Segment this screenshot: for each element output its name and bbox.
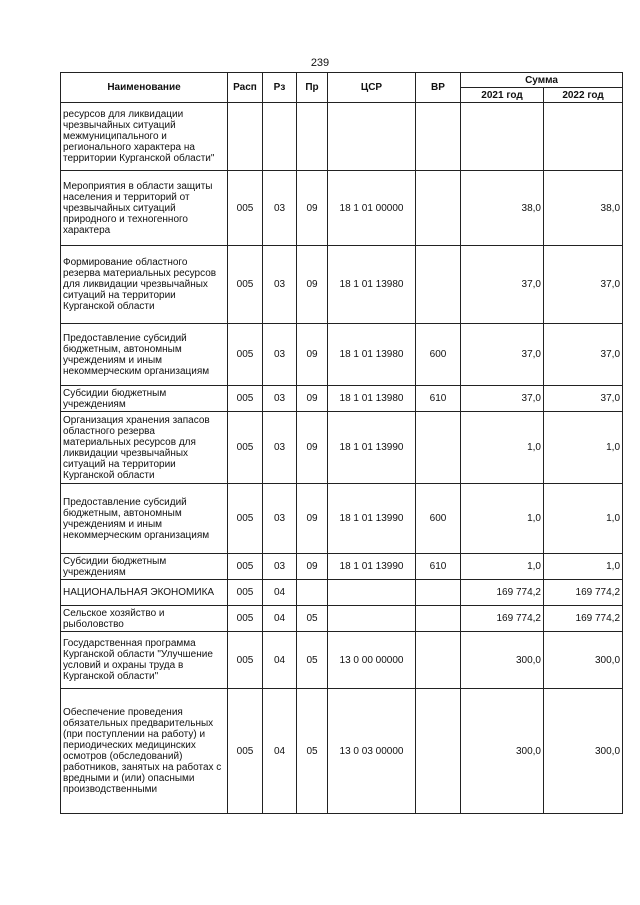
table-row <box>61 689 623 814</box>
table-row <box>61 554 623 580</box>
header-row <box>61 73 623 88</box>
cell-pr: 09 <box>297 171 328 246</box>
cell-csr: 18 1 01 13990 <box>328 554 416 580</box>
cell-name: Предоставление субсидий бюджетным, автономным учреждениям и иным некоммерческим организациям <box>61 324 228 386</box>
cell-vr <box>416 171 461 246</box>
cell-vr <box>416 412 461 484</box>
page-number: 239 <box>310 57 330 69</box>
cell-rz: 04 <box>263 632 297 689</box>
col-rz-header: Рз <box>263 73 297 103</box>
cell-2022: 1,0 <box>544 554 623 580</box>
cell-rz: 03 <box>263 412 297 484</box>
cell-vr <box>416 606 461 632</box>
cell-vr <box>416 632 461 689</box>
cell-name: Предоставление субсидий бюджетным, автономным учреждениям и иным некоммерческим организациям <box>61 484 228 554</box>
cell-2022: 38,0 <box>544 171 623 246</box>
cell-pr <box>297 580 328 606</box>
cell-pr: 09 <box>297 554 328 580</box>
cell-rasp: 005 <box>228 689 263 814</box>
cell-2021: 38,0 <box>461 171 544 246</box>
cell-2021: 300,0 <box>461 689 544 814</box>
cell-csr: 18 1 01 13990 <box>328 412 416 484</box>
cell-csr: 18 1 01 13980 <box>328 246 416 324</box>
cell-rz: 04 <box>263 606 297 632</box>
cell-rasp <box>228 103 263 171</box>
cell-name: Субсидии бюджетным учреждениям <box>61 386 228 412</box>
cell-2021: 37,0 <box>461 386 544 412</box>
cell-name: НАЦИОНАЛЬНАЯ ЭКОНОМИКА <box>61 580 228 606</box>
cell-name: Обеспечение проведения обязательных предварительных (при поступлении на работу) и периодических медицинских осмотров (обследований) работников, занятых на работах с вредными и (или) опасными производственными <box>61 689 228 814</box>
cell-rasp: 005 <box>228 171 263 246</box>
cell-pr: 09 <box>297 324 328 386</box>
col-name-header: Наименование <box>61 73 228 103</box>
cell-2021: 169 774,2 <box>461 606 544 632</box>
cell-pr: 05 <box>297 606 328 632</box>
col-vr-header: ВР <box>416 73 461 103</box>
cell-pr: 09 <box>297 412 328 484</box>
cell-csr: 18 1 01 13980 <box>328 324 416 386</box>
cell-2022 <box>544 103 623 171</box>
cell-2022: 37,0 <box>544 246 623 324</box>
table-row <box>61 580 623 606</box>
cell-rasp: 005 <box>228 484 263 554</box>
cell-2021: 1,0 <box>461 484 544 554</box>
cell-csr <box>328 580 416 606</box>
cell-2021: 37,0 <box>461 324 544 386</box>
cell-pr: 09 <box>297 246 328 324</box>
table-body <box>61 103 623 814</box>
cell-rz: 03 <box>263 386 297 412</box>
cell-vr: 600 <box>416 324 461 386</box>
cell-2022: 1,0 <box>544 412 623 484</box>
cell-pr: 05 <box>297 689 328 814</box>
cell-name: Государственная программа Курганской области "Улучшение условий и охраны труда в Курганской области" <box>61 632 228 689</box>
cell-pr: 09 <box>297 386 328 412</box>
cell-2021: 37,0 <box>461 246 544 324</box>
cell-2022: 37,0 <box>544 386 623 412</box>
col-2022-header: 2022 год <box>544 88 623 103</box>
cell-csr <box>328 606 416 632</box>
cell-rasp: 005 <box>228 606 263 632</box>
cell-2021: 169 774,2 <box>461 580 544 606</box>
cell-rz: 04 <box>263 689 297 814</box>
table-row <box>61 412 623 484</box>
cell-2021: 1,0 <box>461 412 544 484</box>
cell-vr <box>416 246 461 324</box>
cell-rz <box>263 103 297 171</box>
col-rasp-header: Расп <box>228 73 263 103</box>
cell-2022: 300,0 <box>544 632 623 689</box>
cell-rasp: 005 <box>228 412 263 484</box>
cell-name: Сельское хозяйство и рыболовство <box>61 606 228 632</box>
cell-pr: 05 <box>297 632 328 689</box>
col-2021-header: 2021 год <box>461 88 544 103</box>
table-row <box>61 103 623 171</box>
cell-csr <box>328 103 416 171</box>
cell-csr: 13 0 00 00000 <box>328 632 416 689</box>
cell-rz: 03 <box>263 246 297 324</box>
table-row <box>61 484 623 554</box>
table-row <box>61 632 623 689</box>
cell-2021: 300,0 <box>461 632 544 689</box>
cell-2022: 1,0 <box>544 484 623 554</box>
cell-name: Мероприятия в области защиты населения и территорий от чрезвычайных ситуаций природного и техногенного характера <box>61 171 228 246</box>
cell-csr: 18 1 01 00000 <box>328 171 416 246</box>
table-row <box>61 386 623 412</box>
cell-rasp: 005 <box>228 580 263 606</box>
cell-rasp: 005 <box>228 246 263 324</box>
cell-vr <box>416 580 461 606</box>
cell-pr <box>297 103 328 171</box>
cell-2021 <box>461 103 544 171</box>
cell-2022: 37,0 <box>544 324 623 386</box>
col-sum-header: Сумма <box>461 73 623 88</box>
cell-rz: 03 <box>263 554 297 580</box>
cell-name: ресурсов для ликвидации чрезвычайных ситуаций межмуниципального и регионального характера на территории Курганской области" <box>61 103 228 171</box>
cell-rz: 03 <box>263 484 297 554</box>
table-row <box>61 324 623 386</box>
budget-table <box>60 72 623 814</box>
cell-2022: 169 774,2 <box>544 580 623 606</box>
cell-vr <box>416 689 461 814</box>
cell-name: Субсидии бюджетным учреждениям <box>61 554 228 580</box>
cell-vr: 600 <box>416 484 461 554</box>
table-row <box>61 171 623 246</box>
cell-name: Формирование областного резерва материальных ресурсов для ликвидации чрезвычайных ситуаций на территории Курганской области <box>61 246 228 324</box>
cell-vr: 610 <box>416 554 461 580</box>
cell-2021: 1,0 <box>461 554 544 580</box>
cell-rasp: 005 <box>228 554 263 580</box>
table-row <box>61 606 623 632</box>
col-pr-header: Пр <box>297 73 328 103</box>
cell-csr: 18 1 01 13980 <box>328 386 416 412</box>
cell-csr: 18 1 01 13990 <box>328 484 416 554</box>
cell-csr: 13 0 03 00000 <box>328 689 416 814</box>
cell-rz: 04 <box>263 580 297 606</box>
cell-vr <box>416 103 461 171</box>
table-row <box>61 246 623 324</box>
cell-2022: 169 774,2 <box>544 606 623 632</box>
col-csr-header: ЦСР <box>328 73 416 103</box>
cell-rz: 03 <box>263 171 297 246</box>
cell-rasp: 005 <box>228 632 263 689</box>
cell-rz: 03 <box>263 324 297 386</box>
cell-rasp: 005 <box>228 324 263 386</box>
cell-pr: 09 <box>297 484 328 554</box>
cell-rasp: 005 <box>228 386 263 412</box>
cell-vr: 610 <box>416 386 461 412</box>
cell-2022: 300,0 <box>544 689 623 814</box>
cell-name: Организация хранения запасов областного резерва материальных ресурсов для ликвидации чрезвычайных ситуаций на территории Курганской области <box>61 412 228 484</box>
